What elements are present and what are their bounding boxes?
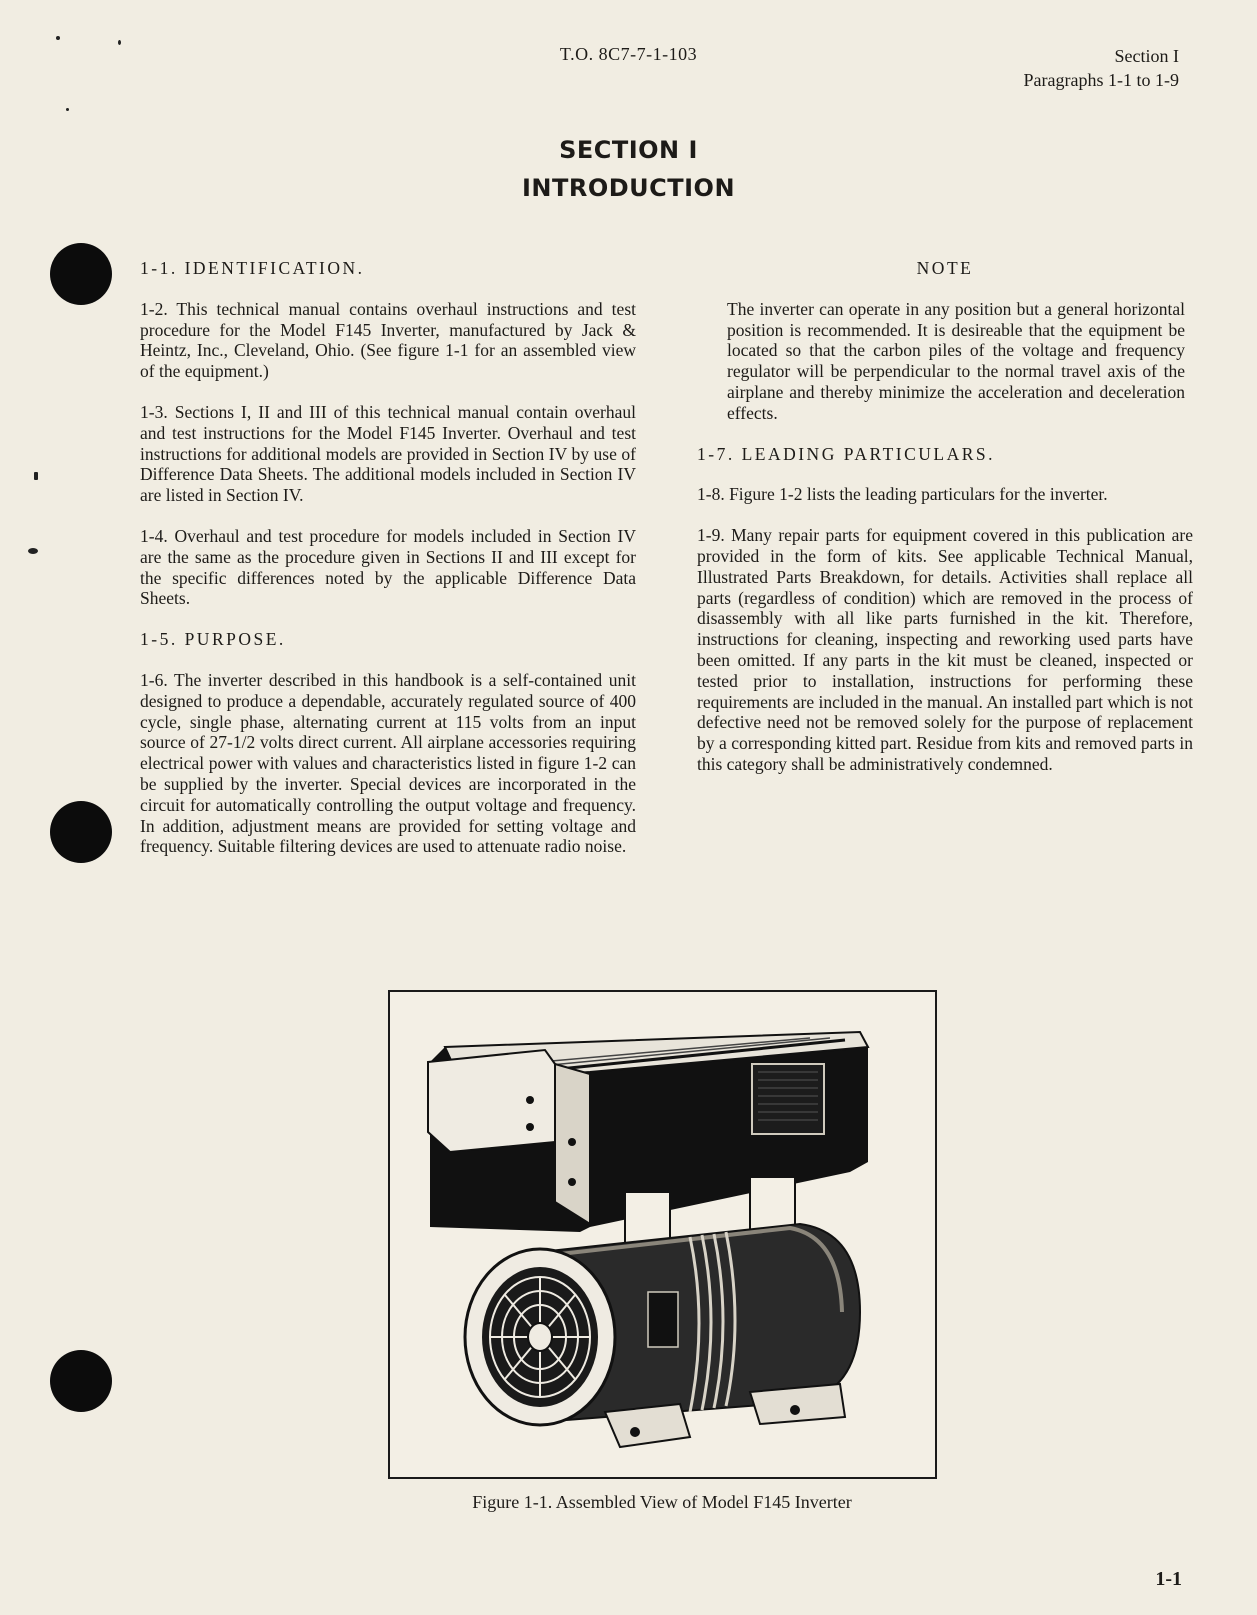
paragraph-range: Paragraphs 1-1 to 1-9	[1023, 70, 1179, 90]
paragraph-1-2: 1-2. This technical manual contains overhaul instructions and test procedure for the Model F145 Inverter, manufactured by Jack & Heintz, Inc., Cleveland, Ohio. (See figure 1-1 for an assembled view of the equipment.)	[140, 298, 636, 382]
paragraph-1-9: 1-9. Many repair parts for equipment covered in this publication are provided in the form of kits. See applicable Technical Manual, Illustrated Parts Breakdown, for details. Activities shall replace all parts (regardless of condition) which are removed in the process of disassembly with all like parts furnished in the kit. Therefore, instructions for cleaning, inspecting and reworking used parts have been omitted. If any parts in the kit must be cleaned, inspected or tested prior to installation, instructions for performing these requirements are included in the manual. An installed part which is not defective need not be removed solely for the purpose of replacement by a corresponding kitted part. Residue from kits and removed parts in this category shall be administratively condemned.	[697, 525, 1193, 774]
section-title: SECTION I	[559, 136, 698, 164]
note-body: The inverter can operate in any position but a general horizontal position is recommended. It is desireable that the equipment be located so that the carbon piles of the voltage and frequency regulator will be perpendicular to the normal travel axis of the airplane and thereby minimize the acceleration and deceleration effects.	[727, 298, 1185, 423]
figure-frame	[388, 990, 937, 1479]
scan-speck	[66, 108, 69, 111]
inverter-illustration	[390, 992, 935, 1477]
figure-caption: Figure 1-1. Assembled View of Model F145 Inverter	[472, 1492, 852, 1512]
punch-hole-bottom	[50, 1350, 112, 1412]
page-number: 1-1	[1155, 1568, 1182, 1590]
section-reference	[1024, 44, 1179, 92]
paragraph-1-3: 1-3. Sections I, II and III of this technical manual contain overhaul and test instructions for the Model F145 Inverter. Overhaul and test instructions for additional models are provided in Section IV by use of Difference Data Sheets. The additional models included in Section IV are listed in Section IV.	[140, 401, 636, 506]
left-column	[140, 258, 636, 877]
scan-speck	[28, 548, 38, 554]
paragraph-1-6: 1-6. The inverter described in this handbook is a self-contained unit designed to produce a dependable, accurately regulated source of 400 cycle, single phase, alternating current at 115 volts from an input source of 27-1/2 volts direct current. All airplane accessories requiring electrical power with values and characteristics listed in figure 1-2 can be supplied by the inverter. Special devices are incorporated in the circuit for automatically controlling the output voltage and frequency. In addition, adjustment means are provided for setting voltage and frequency. Suitable filtering devices are used to attenuate radio noise.	[140, 669, 636, 857]
scan-speck	[34, 472, 38, 480]
punch-hole-top	[50, 243, 112, 305]
section-subtitle: INTRODUCTION	[521, 174, 736, 202]
section-label: Section I	[1114, 46, 1179, 66]
right-column	[697, 258, 1193, 795]
heading-identification: 1-1. IDENTIFICATION.	[140, 258, 365, 278]
heading-purpose: 1-5. PURPOSE.	[140, 629, 286, 650]
paragraph-1-4: 1-4. Overhaul and test procedure for models included in Section IV are the same as the procedure given in Sections II and III except for the specific differences noted by the applicable Difference Data Sheets.	[140, 525, 636, 609]
paragraph-1-8: 1-8. Figure 1-2 lists the leading particulars for the inverter.	[697, 484, 1108, 505]
punch-hole-middle	[50, 801, 112, 863]
scan-speck	[56, 36, 60, 40]
note-title: NOTE	[916, 258, 974, 278]
heading-leading-particulars: 1-7. LEADING PARTICULARS.	[697, 443, 996, 464]
document-number: T.O. 8C7-7-1-103	[559, 44, 698, 64]
